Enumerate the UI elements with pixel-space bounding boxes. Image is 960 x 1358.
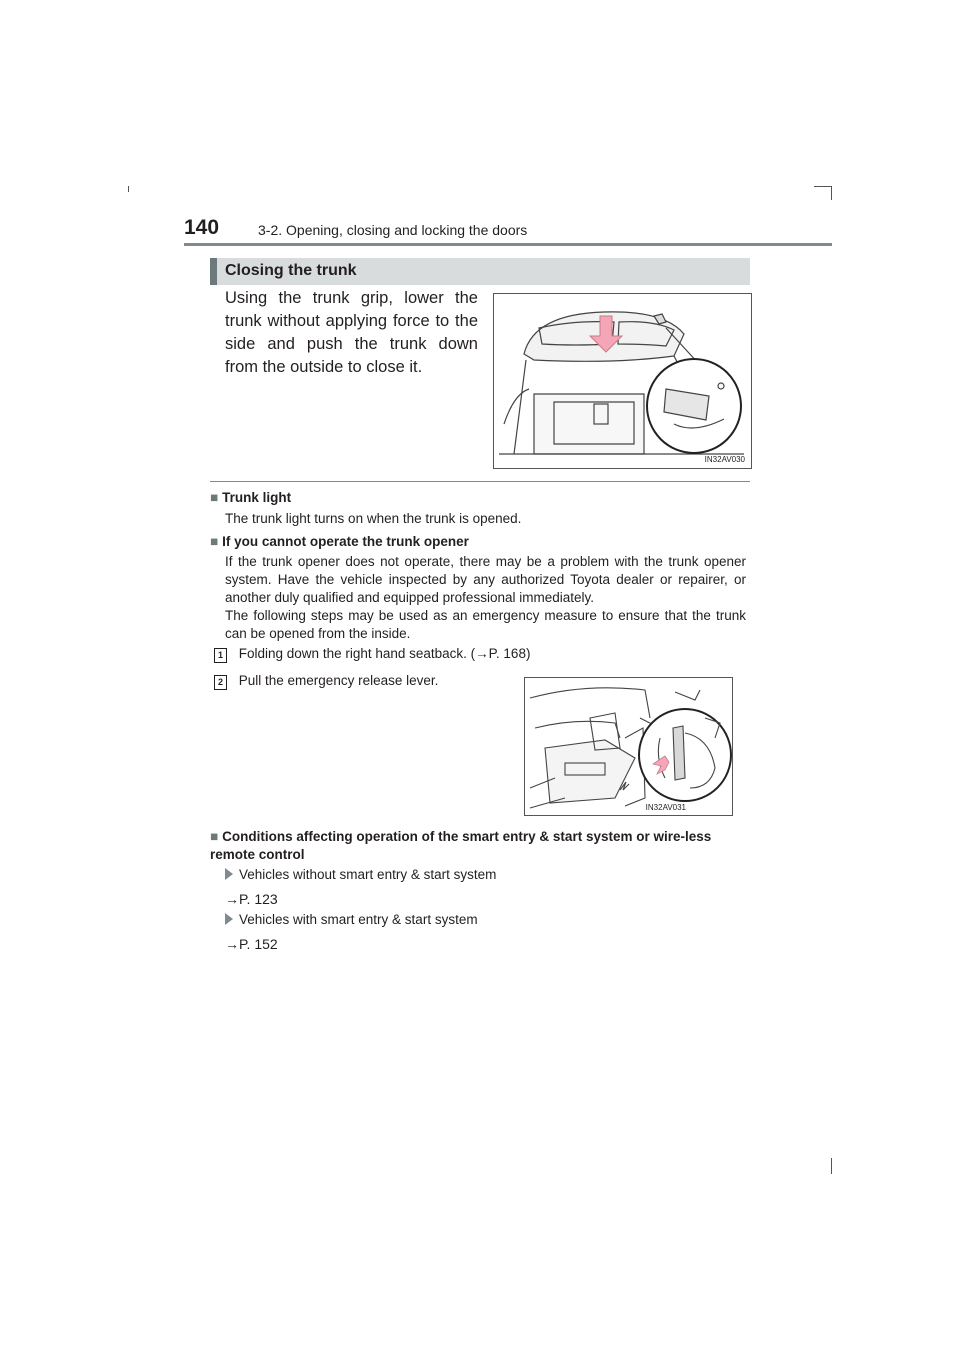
square-bullet-icon: ■ bbox=[210, 534, 219, 549]
step-2 bbox=[214, 672, 438, 690]
trunk-closing-illustration bbox=[493, 293, 752, 469]
crop-mark-top-right-h bbox=[814, 186, 832, 187]
cannot-operate-paragraph-1: If the trunk opener does not operate, there may be a problem with the trunk opener system. Have the vehicle inspected by any authorized Toyota dealer or repairer, or another duly qualified and equipped professional immediately. bbox=[225, 554, 746, 605]
trunk-light-text: The trunk light turns on when the trunk is opened. bbox=[225, 511, 522, 526]
triangle-bullet-icon bbox=[225, 868, 233, 880]
intro-text-main: Using the trunk grip, lower the trunk without applying force to the side and push the trunk down bbox=[225, 289, 478, 353]
crop-mark-bottom-right bbox=[831, 1158, 832, 1174]
square-bullet-icon: ■ bbox=[210, 829, 219, 844]
heading-accent bbox=[210, 258, 217, 285]
crop-mark-top-right-v bbox=[831, 186, 832, 200]
figure1-code: IN32AV030 bbox=[704, 455, 745, 464]
emergency-release-drawing bbox=[525, 678, 732, 815]
condition-item-2: Vehicles with smart entry & start system bbox=[225, 911, 478, 929]
intro-text-last: from the outside to close it. bbox=[225, 358, 423, 376]
trunk-closing-drawing bbox=[494, 294, 751, 468]
condition-ref-1: →P. 123 bbox=[225, 891, 278, 907]
heading-title: Closing the trunk bbox=[225, 262, 357, 279]
conditions-heading: ■ Conditions affecting operation of the smart entry & start system or wire-less remote control bbox=[210, 829, 712, 862]
page-number: 140 bbox=[184, 216, 220, 239]
separator-rule bbox=[210, 481, 750, 482]
step-number-badge: 2 bbox=[214, 675, 227, 690]
step-number-badge: 1 bbox=[214, 648, 227, 663]
cannot-operate-heading: ■ If you cannot operate the trunk opener bbox=[210, 534, 469, 549]
figure2-code: IN32AV031 bbox=[645, 803, 686, 812]
step-text: Pull the emergency release lever. bbox=[238, 673, 439, 688]
square-bullet-icon: ■ bbox=[210, 490, 219, 505]
trunk-light-heading: ■ Trunk light bbox=[210, 490, 292, 505]
emergency-release-illustration bbox=[524, 677, 733, 816]
header-rule bbox=[184, 243, 832, 246]
condition-item-1: Vehicles without smart entry & start system bbox=[225, 866, 496, 884]
step-text: Folding down the right hand seatback. (→P. 168) bbox=[238, 646, 531, 661]
cannot-operate-paragraph-2: The following steps may be used as an emergency measure to ensure that the trunk can be opened from the inside. bbox=[225, 608, 746, 641]
triangle-bullet-icon bbox=[225, 913, 233, 925]
intro-paragraph bbox=[225, 287, 478, 379]
step-1 bbox=[214, 645, 530, 663]
crop-mark-top-left bbox=[128, 186, 129, 192]
section-title: 3-2. Opening, closing and locking the doors bbox=[258, 222, 528, 238]
condition-ref-2: →P. 152 bbox=[225, 936, 278, 952]
